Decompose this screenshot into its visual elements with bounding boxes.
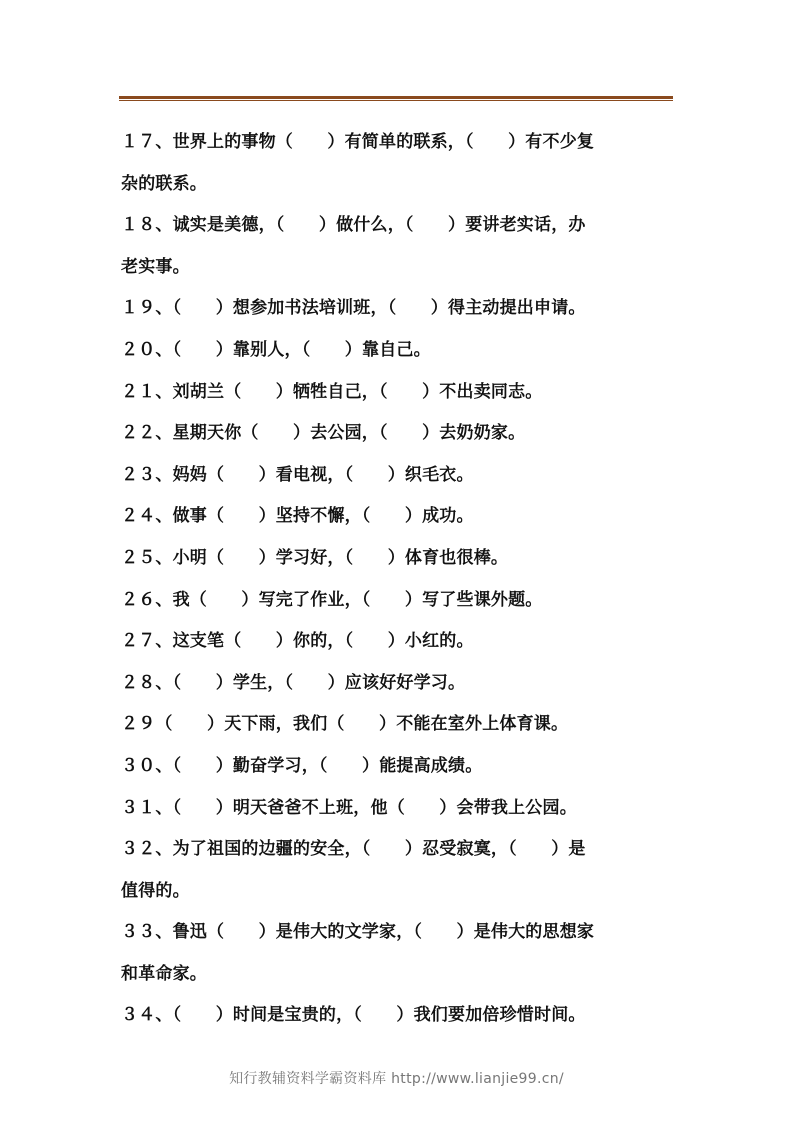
exercise-line: １７、世界上的事物（ ）有简单的联系，（ ）有不少复 [121,132,595,152]
exercise-line: ２４、做事（ ）坚持不懈，（ ）成功。 [121,506,474,527]
exercise-line: ２８、（ ）学生，（ ）应该好好学习。 [121,672,466,693]
exercise-line: ２３、妈妈（ ）看电视，（ ）织毛衣。 [121,464,474,485]
exercise-line: ２２、星期天你（ ）去公园，（ ）去奶奶家。 [121,423,526,444]
exercise-line: 和革命家。 [121,963,207,984]
exercise-line: ２１、刘胡兰（ ）牺牲自己，（ ）不出卖同志。 [121,381,543,402]
header-rule-thick [119,96,673,99]
exercise-line: ２７、这支笔（ ）你的，（ ）小红的。 [121,631,474,652]
exercise-line: ２０、（ ）靠别人，（ ）靠自己。 [121,339,431,360]
exercise-line: ３３、鲁迅（ ）是伟大的文学家，（ ）是伟大的思想家 [121,922,595,943]
exercise-line: 杂的联系。 [121,173,207,194]
header-rule [119,96,673,102]
exercise-line: ２５、小明（ ）学习好，（ ）体育也很棒。 [121,547,509,568]
exercise-line: ３１、（ ）明天爸爸不上班，他（ ）会带我上公园。 [121,797,577,818]
exercise-line: ２９（ ）天下雨，我们（ ）不能在室外上体育课。 [121,714,569,735]
exercise-line: ３０、（ ）勤奋学习，（ ）能提高成绩。 [121,755,483,776]
footer-watermark: 知行教辅资料学霸资料库 http://www.lianjie99.cn/ [229,1071,564,1087]
exercise-line: 老实事。 [121,256,190,277]
exercise-list [121,122,677,1037]
exercise-line: １８、诚实是美德，（ ）做什么，（ ）要讲老实话，办 [121,215,586,236]
exercise-line: 值得的。 [121,880,190,901]
exercise-line: ２６、我（ ）写完了作业，（ ）写了些课外题。 [121,589,543,610]
header-rule-thin [119,100,673,101]
exercise-line: １９、（ ）想参加书法培训班，（ ）得主动提出申请。 [121,298,586,319]
exercise-line: ３２、为了祖国的边疆的安全，（ ）忍受寂寞，（ ）是 [121,839,586,860]
exercise-line: ３４、（ ）时间是宝贵的，（ ）我们要加倍珍惜时间。 [121,1005,586,1026]
